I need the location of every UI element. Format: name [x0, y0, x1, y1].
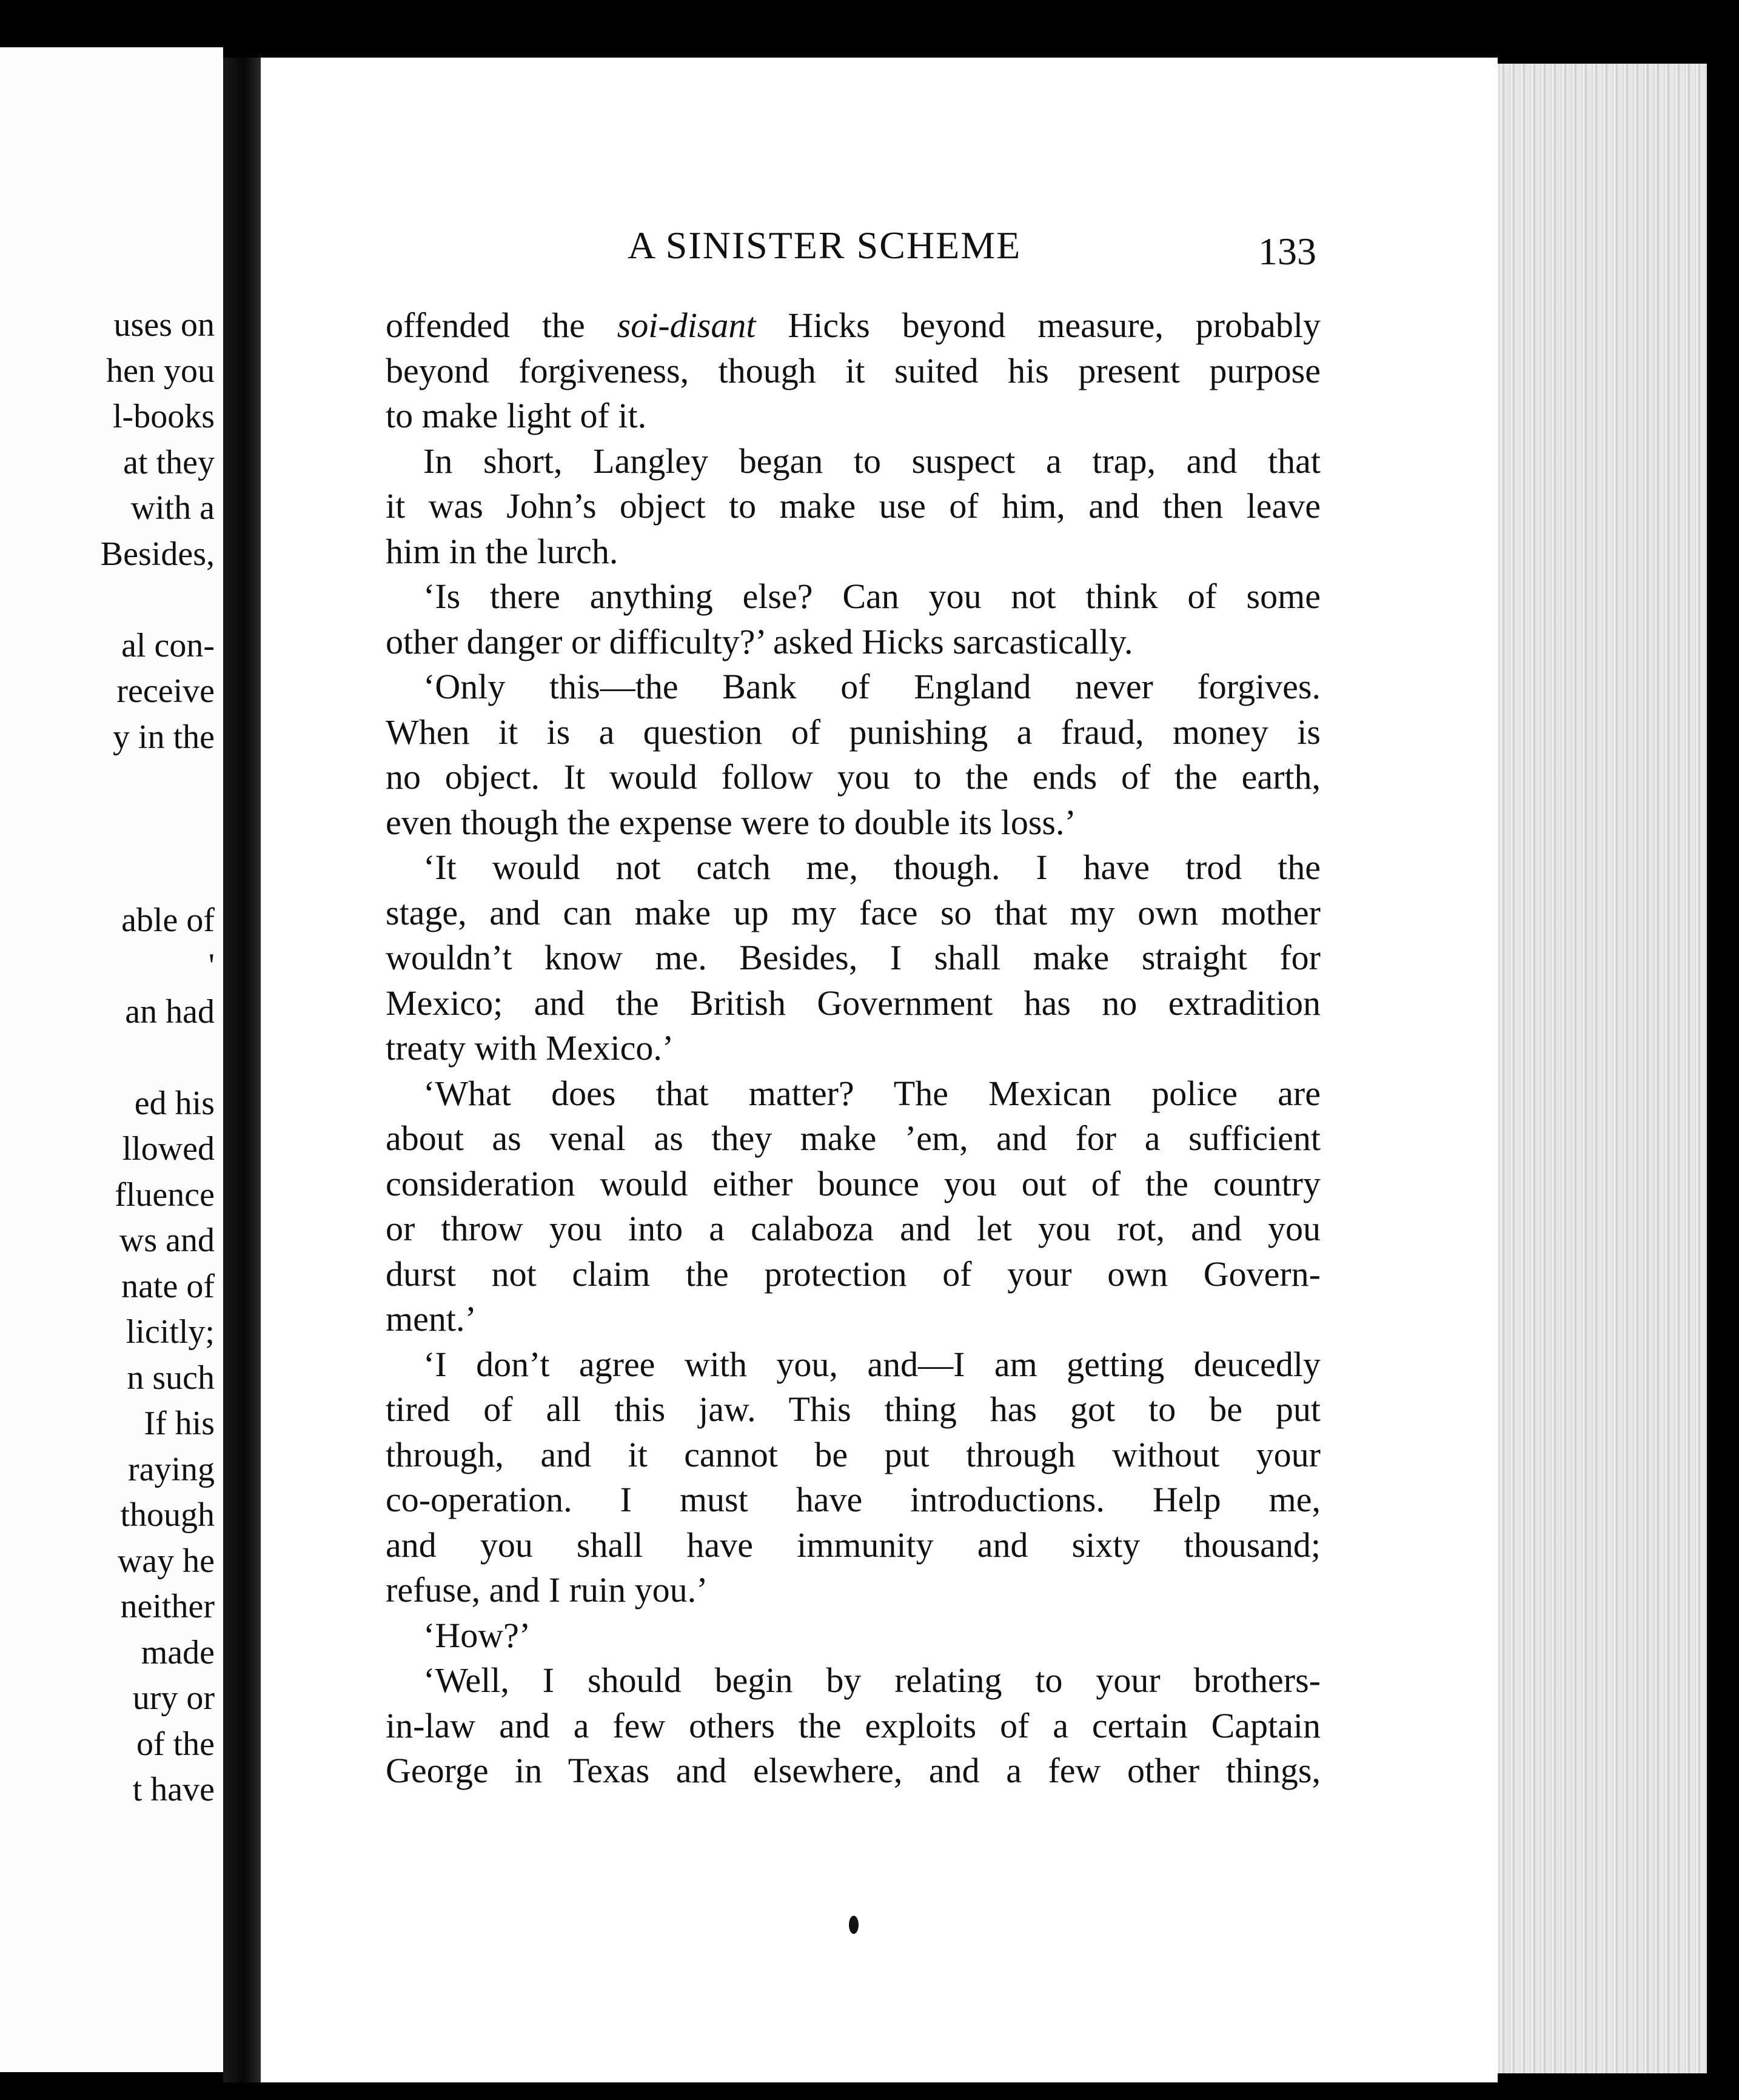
text-line	[386, 664, 1321, 710]
left-page-line: an had	[125, 992, 215, 1031]
text-line	[386, 1523, 1321, 1568]
left-page-line: raying	[127, 1450, 215, 1488]
left-page-line: receive	[116, 672, 215, 710]
text-line	[386, 1568, 1321, 1613]
text-line	[386, 1748, 1321, 1794]
text-line	[386, 1206, 1321, 1252]
text-line	[386, 484, 1321, 529]
text-segment: ‘It would not catch me, though. I have trod the	[423, 848, 1321, 887]
text-line	[386, 1026, 1321, 1071]
text-line	[386, 620, 1321, 665]
page-edges	[1498, 64, 1707, 2073]
left-page-line: able of	[121, 901, 215, 939]
text-line	[386, 1387, 1321, 1433]
left-page-line: way he	[117, 1542, 215, 1580]
text-line	[386, 574, 1321, 620]
text-line	[386, 1162, 1321, 1207]
text-line	[386, 891, 1321, 936]
left-page-line: n such	[127, 1359, 215, 1397]
text-line	[386, 1116, 1321, 1162]
text-segment: to make light of it.	[386, 396, 647, 435]
text-line	[386, 845, 1321, 891]
left-page-line: '	[208, 947, 215, 985]
text-segment: stage, and can make up my face so that my own mother	[386, 892, 1321, 932]
text-line	[386, 800, 1321, 846]
text-line	[386, 439, 1321, 484]
text-segment: tired of all this jaw. This thing has got to be put	[386, 1389, 1321, 1429]
left-page-line: l-books	[113, 398, 215, 435]
text-segment: no object. It would follow you to the ends of the earth,	[386, 757, 1321, 797]
left-page-line: made	[141, 1633, 215, 1671]
left-page-line: al con-	[121, 626, 215, 664]
left-page-line: with a	[130, 489, 215, 527]
text-line	[386, 1704, 1321, 1749]
text-line	[386, 1252, 1321, 1297]
italic-text-segment: soi-disant	[617, 306, 756, 345]
body-text	[386, 303, 1321, 1794]
text-segment: him in the lurch.	[386, 531, 618, 571]
text-line	[386, 935, 1321, 981]
text-segment: in-law and a few others the exploits of a certain Captain	[386, 1705, 1321, 1745]
left-page-line: Besides,	[100, 535, 215, 573]
text-line	[386, 1658, 1321, 1704]
text-segment: George in Texas and elsewhere, and a few other things,	[386, 1751, 1321, 1790]
text-segment: durst not claim the protection of your own Govern-	[386, 1254, 1321, 1294]
text-line	[386, 1297, 1321, 1342]
text-segment: even though the expense were to double its loss.’	[386, 802, 1076, 842]
text-segment: offended the	[386, 306, 617, 345]
text-segment: consideration would either bounce you out of the country	[386, 1163, 1321, 1203]
text-line	[386, 349, 1321, 394]
text-segment: ‘Well, I should begin by relating to your brothers-	[423, 1660, 1321, 1700]
left-page-line: ws and	[119, 1222, 215, 1259]
left-page-line: hen you	[106, 352, 215, 390]
left-page-line: fluence	[115, 1175, 215, 1214]
left-page	[0, 47, 223, 2072]
text-segment: it was John’s object to make use of him, and then leave	[386, 486, 1321, 526]
text-segment: about as venal as they make ’em, and for a sufficient	[386, 1119, 1321, 1158]
left-page-line: licitly;	[126, 1313, 215, 1351]
left-page-line: uses on	[113, 306, 215, 344]
text-line	[386, 1433, 1321, 1478]
text-segment: ment.’	[386, 1299, 477, 1339]
page-number: 133	[1258, 230, 1316, 273]
text-segment: co-operation. I must have introductions. Help me,	[386, 1480, 1321, 1519]
text-segment: ‘Only this—the Bank of England never forgives.	[423, 667, 1321, 706]
left-page-line: y in the	[113, 718, 215, 756]
text-segment: ‘How?’	[423, 1615, 531, 1655]
left-page-line: ed his	[134, 1084, 215, 1122]
left-page-line: llowed	[122, 1130, 215, 1168]
text-line	[386, 529, 1321, 575]
book-spine-gutter	[223, 58, 261, 2082]
text-line	[386, 393, 1321, 439]
text-segment: refuse, and I ruin you.’	[386, 1570, 708, 1610]
text-segment: and you shall have immunity and sixty thousand;	[386, 1525, 1321, 1565]
text-line	[386, 755, 1321, 800]
text-segment: other danger or difficulty?’ asked Hicks sarcastically.	[386, 621, 1133, 661]
text-segment: Hicks beyond measure, probably	[756, 306, 1321, 345]
ink-speck	[849, 1916, 859, 1934]
text-line	[386, 1613, 1321, 1659]
text-segment: beyond forgiveness, though it suited his present purpose	[386, 350, 1321, 390]
text-segment: In short, Langley began to suspect a trap, and that	[423, 441, 1321, 481]
text-segment: wouldn’t know me. Besides, I shall make straight for	[386, 938, 1321, 977]
text-segment: Mexico; and the British Government has no extradition	[386, 983, 1321, 1023]
text-line	[386, 981, 1321, 1026]
running-head: A SINISTER SCHEME	[628, 224, 1022, 267]
left-page-line: neither	[120, 1588, 215, 1625]
left-page-line: of the	[136, 1725, 215, 1763]
text-segment: through, and it cannot be put through without your	[386, 1434, 1321, 1474]
text-segment: treaty with Mexico.’	[386, 1028, 674, 1068]
left-page-line: nate of	[121, 1267, 215, 1305]
left-page-line: If his	[144, 1405, 215, 1442]
left-page-line: t have	[132, 1771, 215, 1808]
text-segment: ‘What does that matter? The Mexican police are	[423, 1073, 1321, 1113]
text-segment: or throw you into a calaboza and let you rot, and you	[386, 1209, 1321, 1248]
text-line	[386, 710, 1321, 755]
text-segment: When it is a question of punishing a fraud, money is	[386, 712, 1321, 752]
text-segment: ‘Is there anything else? Can you not think of some	[423, 577, 1321, 616]
left-page-line: ury or	[132, 1679, 215, 1717]
text-line	[386, 1071, 1321, 1117]
text-segment: ‘I don’t agree with you, and—I am getting deucedly	[423, 1344, 1321, 1384]
left-page-line: at they	[123, 443, 215, 481]
left-page-line: though	[120, 1496, 215, 1534]
text-line	[386, 303, 1321, 349]
text-line	[386, 1342, 1321, 1388]
text-line	[386, 1477, 1321, 1523]
